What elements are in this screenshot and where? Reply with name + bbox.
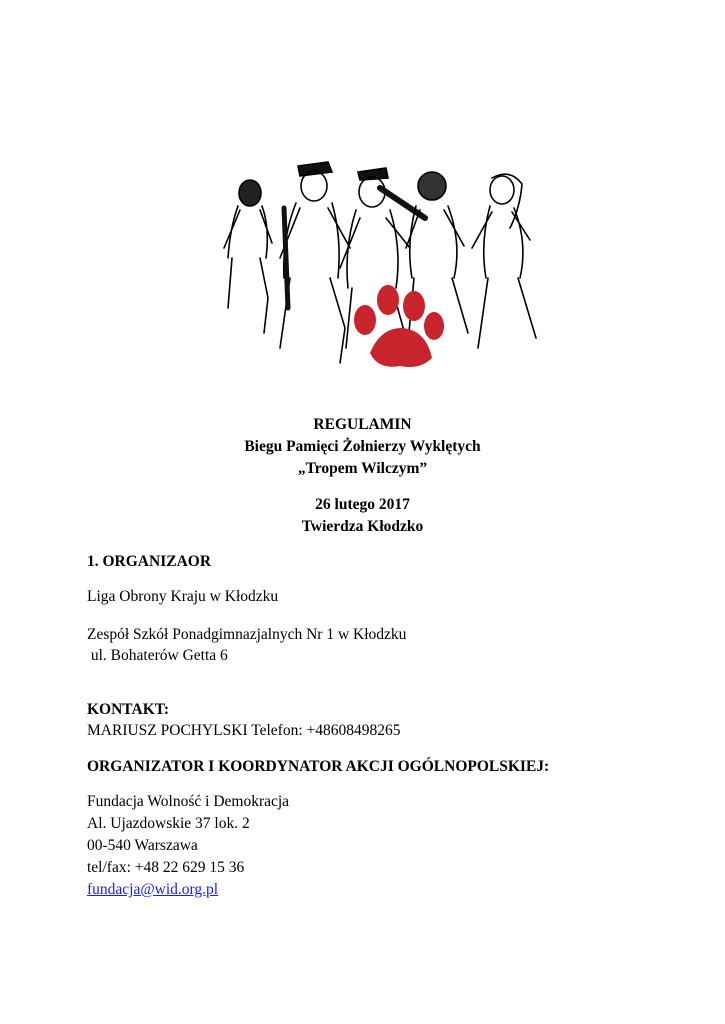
organizer-1: Liga Obrony Kraju w Kłodzku [87,588,279,605]
foundation-telfax: tel/fax: +48 22 629 15 36 [87,859,245,876]
foundation-street: Al. Ujazdowskie 37 lok. 2 [87,815,250,832]
paw-print-icon [354,285,444,367]
contact-person: MARIUSZ POCHYLSKI Telefon: +48608498265 [87,722,401,739]
event-name: Biegu Pamięci Żołnierzy Wyklętych [244,438,481,455]
foundation-email-link[interactable]: fundacja@wid.org.pl [87,881,219,898]
organizer-2: Zespół Szkół Ponadgimnazjalnych Nr 1 w Kłodzku [87,626,407,643]
document-title: REGULAMIN [313,416,412,433]
organizer-heading: 1. ORGANIZAOR [87,553,212,570]
event-date: 26 lutego 2017 [315,496,410,513]
contact-heading: KONTAKT: [87,701,170,718]
event-place: Twierdza Kłodzko [301,518,424,535]
foundation-name: Fundacja Wolność i Demokracja [87,793,290,810]
soldiers-runners-logo [210,148,555,370]
event-motto: „Tropem Wilczym” [297,460,428,477]
foundation-city: 00-540 Warszawa [87,837,198,854]
organizer-2-address: ul. Bohaterów Getta 6 [87,647,228,664]
national-organizer-heading: ORGANIZATOR I KOORDYNATOR AKCJI OGÓLNOPOLSKIEJ: [87,758,550,775]
